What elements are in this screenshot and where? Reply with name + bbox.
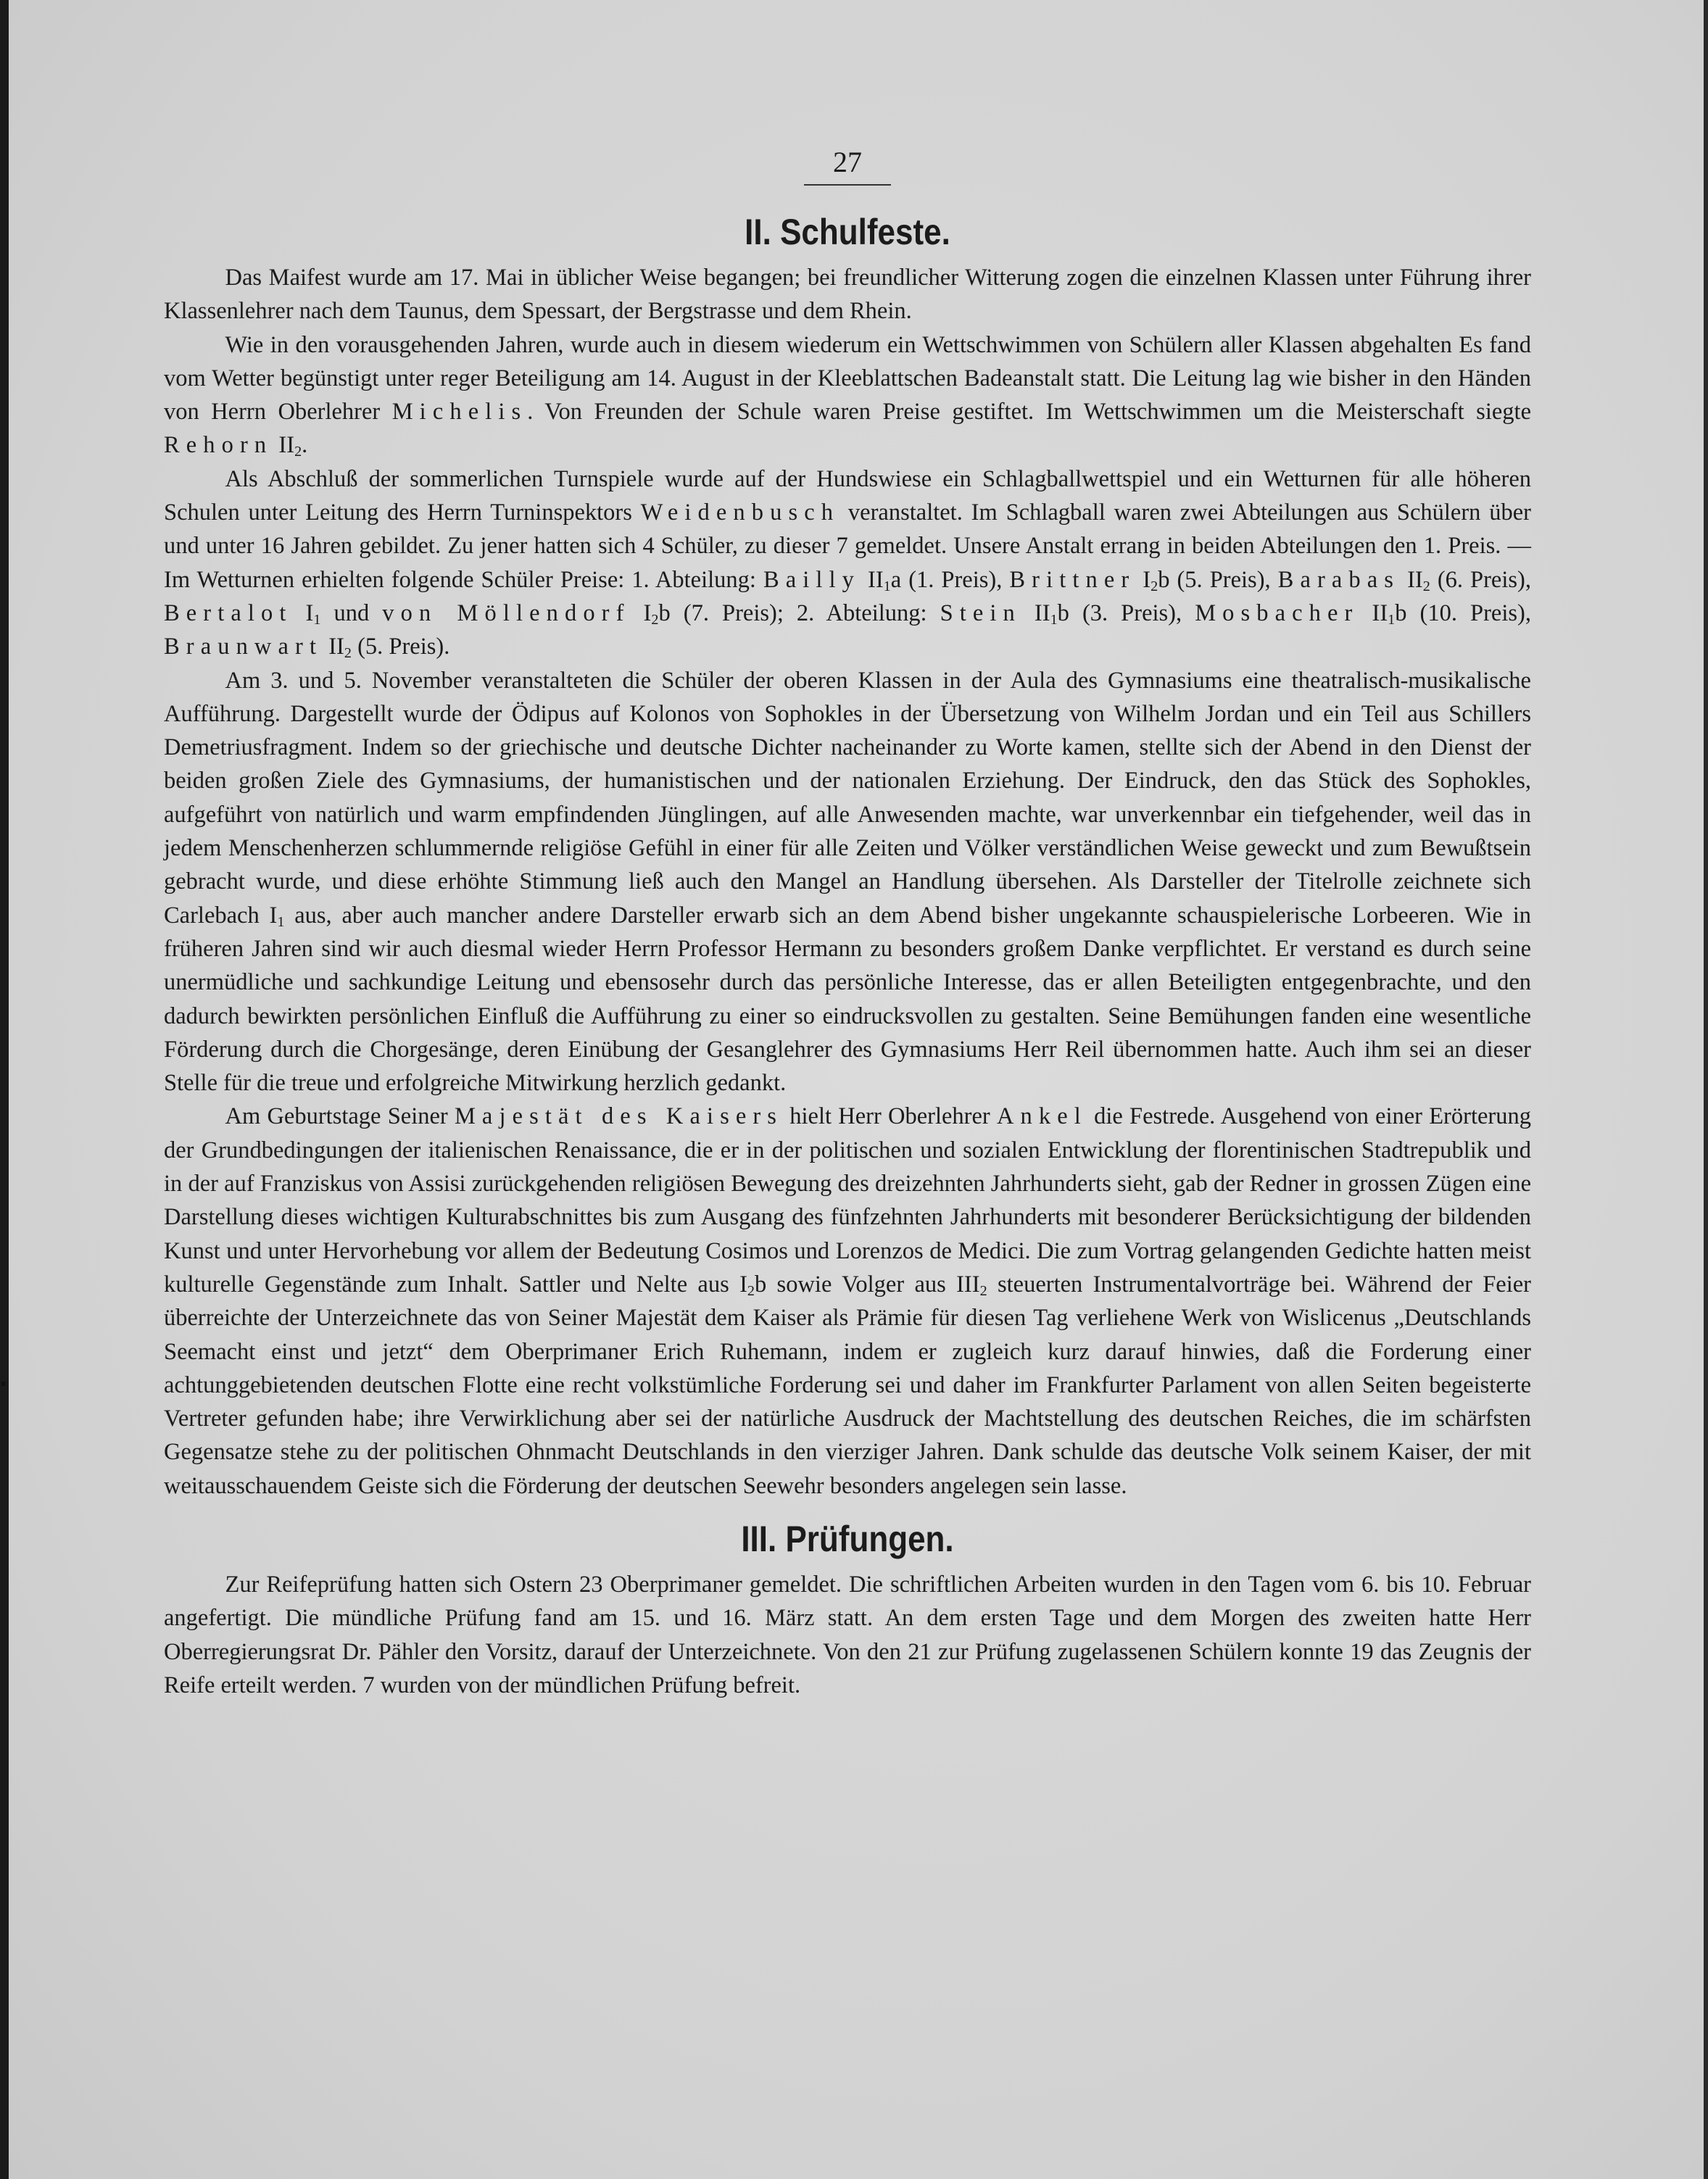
name-majestaet: Majestät des Kaisers	[454, 1103, 784, 1130]
class-subscript: 1	[277, 913, 285, 930]
paragraph-wettschwimmen	[164, 328, 1531, 462]
text-run: (6. Preis),	[1430, 566, 1531, 593]
class-subscript: 1	[883, 578, 891, 594]
class-label: II	[323, 634, 344, 660]
text-run: . Von Freunden der Schule waren Preise gestiftet. Im Wettschwimmen um die Meisterschaft siegte	[527, 399, 1531, 426]
paragraph-turnspiele	[164, 462, 1531, 664]
name-brittner: Brittner	[1009, 566, 1136, 593]
class-subscript: 2	[747, 1282, 755, 1299]
margin-mark	[1, 1382, 5, 1386]
text-run: hielt Herr Oberlehrer	[783, 1103, 997, 1130]
name-barabas: Barabas	[1277, 566, 1401, 593]
text-run: und	[320, 599, 383, 626]
paragraph-auffuehrung	[164, 664, 1531, 1100]
class-subscript: 1	[1050, 612, 1058, 628]
name-mosbacher: Mosbacher	[1195, 599, 1359, 626]
class-subscript: 2	[979, 1282, 987, 1299]
text-run: b (7. Preis); 2. Abteilung:	[658, 599, 940, 626]
class-label: II	[1359, 599, 1388, 626]
class-label: I	[1135, 566, 1151, 593]
class-label: II	[861, 566, 884, 593]
section-title-schulfeste: II. Schulfeste.	[745, 212, 950, 252]
text-run: (5. Preis).	[351, 634, 450, 660]
name-michelis: Michelis	[391, 399, 528, 426]
page-content	[164, 145, 1531, 1702]
name-rehorn: Rehorn	[164, 432, 273, 459]
text-run: Wie in den vorausgehenden Jahren, wurde auch in diesem wiederum ein Wettschwimmen von Schülern aller Klassen abgehalten Es fand vom Wetter begünstigt unter reger Beteiligung am 14. August in der Kleeblattschen Badeanstalt statt. Die Leitung lag wie bisher in den Händen von Herrn Oberlehrer	[164, 331, 1531, 426]
class-subscript: 1	[1388, 612, 1396, 628]
text-run: a (1. Preis),	[890, 566, 1010, 593]
text-run: veranstaltet. Im Schlagball waren zwei Abteilungen aus Schülern über und unter 16 Jahren gebildet. Zu jener hatten sich 4 Schüler, zu dieser 7 gemeldet. Unsere Anstalt errang in beiden Abteilungen den 1. Preis. — Im Wetturnen erhielten folgende Schüler Preise: 1. Abteilung:	[164, 499, 1531, 593]
name-bailly: Bailly	[763, 566, 861, 593]
text-run: b sowie Volger aus III	[754, 1271, 980, 1298]
scan-edge-right	[1704, 0, 1708, 2179]
class-subscript: 2	[344, 645, 352, 662]
class-label: II	[273, 432, 295, 459]
text-run: aus, aber auch mancher andere Darsteller erwarb sich an dem Abend bisher ungekannte schauspielerische Lorbeeren. Wie in früheren Jahren sind wir auch diesmal wieder Herrn Professor Hermann zu besonders großem Danke verpflichtet. Er verstand es durch seine unermüdliche und sachkundige Leitung und ebensosehr durch das persönliche Interesse, das er allen Beteiligten entgegenbrachte, und den dadurch bewirkten persönlichen Einfluß die Aufführung zu einer so eindrucksvollen zu gestalten. Seine Bemühungen fanden eine wesentliche Förderung durch die Chorgesänge, deren Einübung der Gesanglehrer des Gymnasiums Herr Reil übernommen hatte. Auch ihm sei an dieser Stelle für die treue und erfolgreiche Mitwirkung herzlich gedankt.	[164, 902, 1531, 1097]
name-weidenbusch: Weidenbusch	[640, 499, 840, 526]
name-braunwart: Braunwart	[164, 634, 323, 660]
class-subscript: 2	[1151, 578, 1158, 594]
scan-edge-left	[0, 0, 9, 2179]
text-run: b (3. Preis),	[1057, 599, 1195, 626]
paragraph-reifepruefung: Zur Reifeprüfung hatten sich Ostern 23 Oberprimaner gemeldet. Die schriftlichen Arbeiten wurden in den Tagen vom 6. bis 10. Februar angefertigt. Die mündliche Prüfung fand am 15. und 16. März statt. An dem ersten Tage und dem Morgen des zweiten hatte Herr Oberregierungsrat Dr. Pähler den Vorsitz, darauf der Unterzeichnete. Von den 21 zur Prüfung zugelassenen Schülern konnte 19 das Zeugnis der Reife erteilt werden. 7 wurden von der mündlichen Prüfung befreit.	[164, 1571, 1531, 1698]
paragraph-kaisers-geburtstag	[164, 1100, 1531, 1503]
class-subscript: 1	[313, 612, 321, 628]
name-stein: Stein	[940, 599, 1021, 626]
text-run: steuerten Instrumentalvorträge bei. Während der Feier überreichte der Unterzeichnete das von Seiner Majestät dem Kaiser als Prämie für diesen Tag verliehene Werk von Wislicenus „Deutschlands Seemacht einst und jetzt“ dem Oberprimaner Erich Ruhemann, indem er zugleich kurz darauf hinwies, daß die Forderung einer achtunggebietenden deutschen Flotte eine recht volkstümliche Forderung sei und daher im Frankfurter Parlament von allen Seiten begeisterte Vertreter gefunden habe; ihre Verwirklichung aber sei der natürliche Ausdruck der Machtstellung des deutschen Reiches, die im schärfsten Gegensatze stehe zu der politischen Ohnmacht Deutschlands in den vierziger Jahren. Dank schulde das deutsche Volk seinem Kaiser, der mit weitausschauendem Geiste sich die Förderung der deutschen Seewehr besonders angelegen sein lasse.	[164, 1271, 1531, 1499]
text-run: Am 3. und 5. November veranstalteten die Schüler der oberen Klassen in der Aula des Gymnasiums eine theatralisch-musikalische Aufführung. Dargestellt wurde der Ödipus auf Kolonos von Sophokles in der Übersetzung von Wilhelm Jordan und ein Teil aus Schillers Demetriusfragment. Indem so der griechische und deutsche Dichter nacheinander zu Worte kamen, stellte sich der Abend in den Dienst der beiden großen Ziele des Gymnasiums, der humanistischen und der nationalen Erziehung. Der Eindruck, den das Stück des Sophokles, aufgeführt von natürlich und warm empfindenden Jünglingen, auf alle Anwesenden machte, war unverkennbar ein tiefgehender, weil das in jedem Menschenherzen schlummernde religiöse Gefühl in einer für alle Zeiten und Völker verständlichen Weise geweckt und zum Bewußtsein gebracht wurde, und diese erhöhte Stimmung ließ auch den Mangel an Handlung übersehen. Als Darsteller der Titelrolle zeichnete sich Carlebach I	[164, 667, 1531, 929]
text-run: b (10. Preis),	[1395, 599, 1531, 626]
class-label: I	[630, 599, 652, 626]
paragraph-maifest: Das Maifest wurde am 17. Mai in üblicher Weise begangen; bei freundlicher Witterung zogen die einzelnen Klassen unter Führung ihrer Klassenlehrer nach dem Taunus, dem Spessart, der Bergstrasse und dem Rhein.	[164, 265, 1531, 325]
text-run: .	[302, 432, 308, 459]
section-title-pruefungen: III. Prüfungen.	[741, 1518, 954, 1559]
name-moellendorf: von Möllendorf	[382, 599, 631, 626]
class-subscript: 2	[294, 444, 302, 460]
class-label: I	[292, 599, 314, 626]
text-run: b (5. Preis),	[1158, 566, 1278, 593]
class-label: II	[1021, 599, 1050, 626]
text-run: Am Geburtstage Seiner	[225, 1103, 455, 1130]
page-number: 27	[804, 145, 891, 186]
name-bertalot: Bertalot	[164, 599, 293, 626]
class-subscript: 2	[651, 612, 659, 628]
class-label: II	[1400, 566, 1423, 593]
text-run: die Festrede. Ausgehend von einer Erörterung der Grundbedingungen der italienischen Renaissance, die er in der politischen und sozialen Entwicklung der florentinischen Stadtrepublik und in der auf Franziskus von Assisi zurückgehenden religiösen Bewegung des dreizehnten Jahrhunderts sieht, gab der Redner in grossen Zügen eine Darstellung dieses wichtigen Kulturabschnittes bis zum Ausgang des fünfzehnten Jahrhunderts mit besonderer Berücksichtigung der bildenden Kunst und unter Hervorhebung vor allem der Bedeutung Cosimos und Lorenzos de Medici. Die zum Vortrag gelangenden Gedichte hatten meist kulturelle Gegenstände zum Inhalt. Sattler und Nelte aus I	[164, 1103, 1531, 1298]
name-ankel: Ankel	[996, 1103, 1087, 1130]
text-run: Als Abschluß der sommerlichen Turnspiele wurde auf der Hundswiese ein Schlagballwettspiel und ein Wetturnen für alle höheren Schulen unter Leitung des Herrn Turninspektors	[164, 465, 1531, 526]
class-subscript: 2	[1422, 578, 1430, 594]
